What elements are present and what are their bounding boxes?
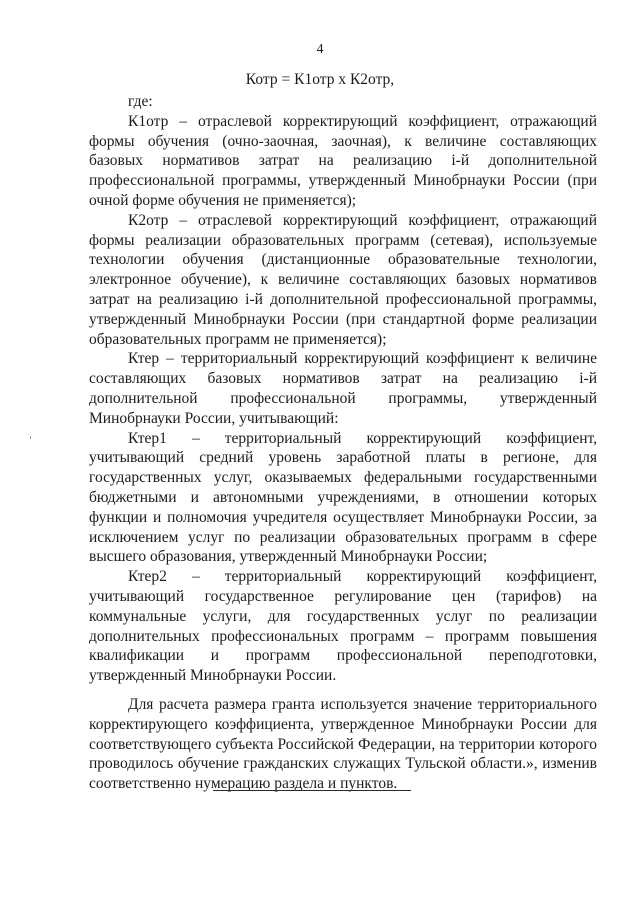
paragraph-kter1: Ктер1 – территориальный корректирующий коэффициент, учитывающий средний уровень заработной платы в регионе, для государственных услуг, оказываемых федеральными государственными бюджетными и автономными учреждениями, в отношении которых функции и полномочия учредителя осуществляет Минобрнауки России, за исключением услуг по реализации образовательных программ в сфере высшего образования, утвержденный Минобрнауки России;	[89, 429, 597, 566]
paragraph-where: где:	[128, 93, 153, 110]
paragraph-k2otr: К2отр – отраслевой корректирующий коэффициент, отражающий формы реализации образовательных программ (сетевая), используемые технологии обучения (дистанционные образовательные технологии, электронное обучение), к величине составляющих базовых нормативов затрат на реализацию i-й дополнительной профессиональной программы, утвержденный Минобрнауки России (при стандартной форме реализации образовательных программ не применяется);	[89, 211, 597, 348]
paragraph-grant-calculation: Для расчета размера гранта используется значение территориального корректирующего коэффициента, утвержденное Минобрнауки России для соответствующего субъекта Российской Федерации, на территории которого проводилось обучение гражданских служащих Тульской области.», изменив соответственно нумерацию раздела и пунктов.	[89, 695, 597, 793]
formula: Котр = К1отр х К2отр,	[245, 71, 395, 88]
scan-artifact	[30, 436, 31, 439]
paragraph-k1otr: К1отр – отраслевой корректирующий коэффициент, отражающий формы обучения (очно-заочная, заочная), к величине составляющих базовых нормативов затрат на реализацию i-й дополнительной профессиональной программы, утвержденный Минобрнауки России (при очной форме обучения не применяется);	[89, 112, 597, 209]
page-number: 4	[316, 42, 324, 57]
end-separator-line	[213, 790, 411, 791]
paragraph-kter2: Ктер2 – территориальный корректирующий коэффициент, учитывающий государственное регулирование цен (тарифов) на коммунальные услуги, для государственных услуг по реализации дополнительных профессиональных программ – программ повышения квалификации и программ профессиональной переподготовки, утвержденный Минобрнауки России.	[89, 568, 597, 685]
paragraph-kter: Ктер – территориальный корректирующий коэффициент к величине составляющих базовых нормативов затрат на реализацию i-й дополнительной профессиональной программы, утвержденный Минобрнауки России, учитывающий:	[89, 350, 597, 427]
document-body	[89, 92, 597, 794]
